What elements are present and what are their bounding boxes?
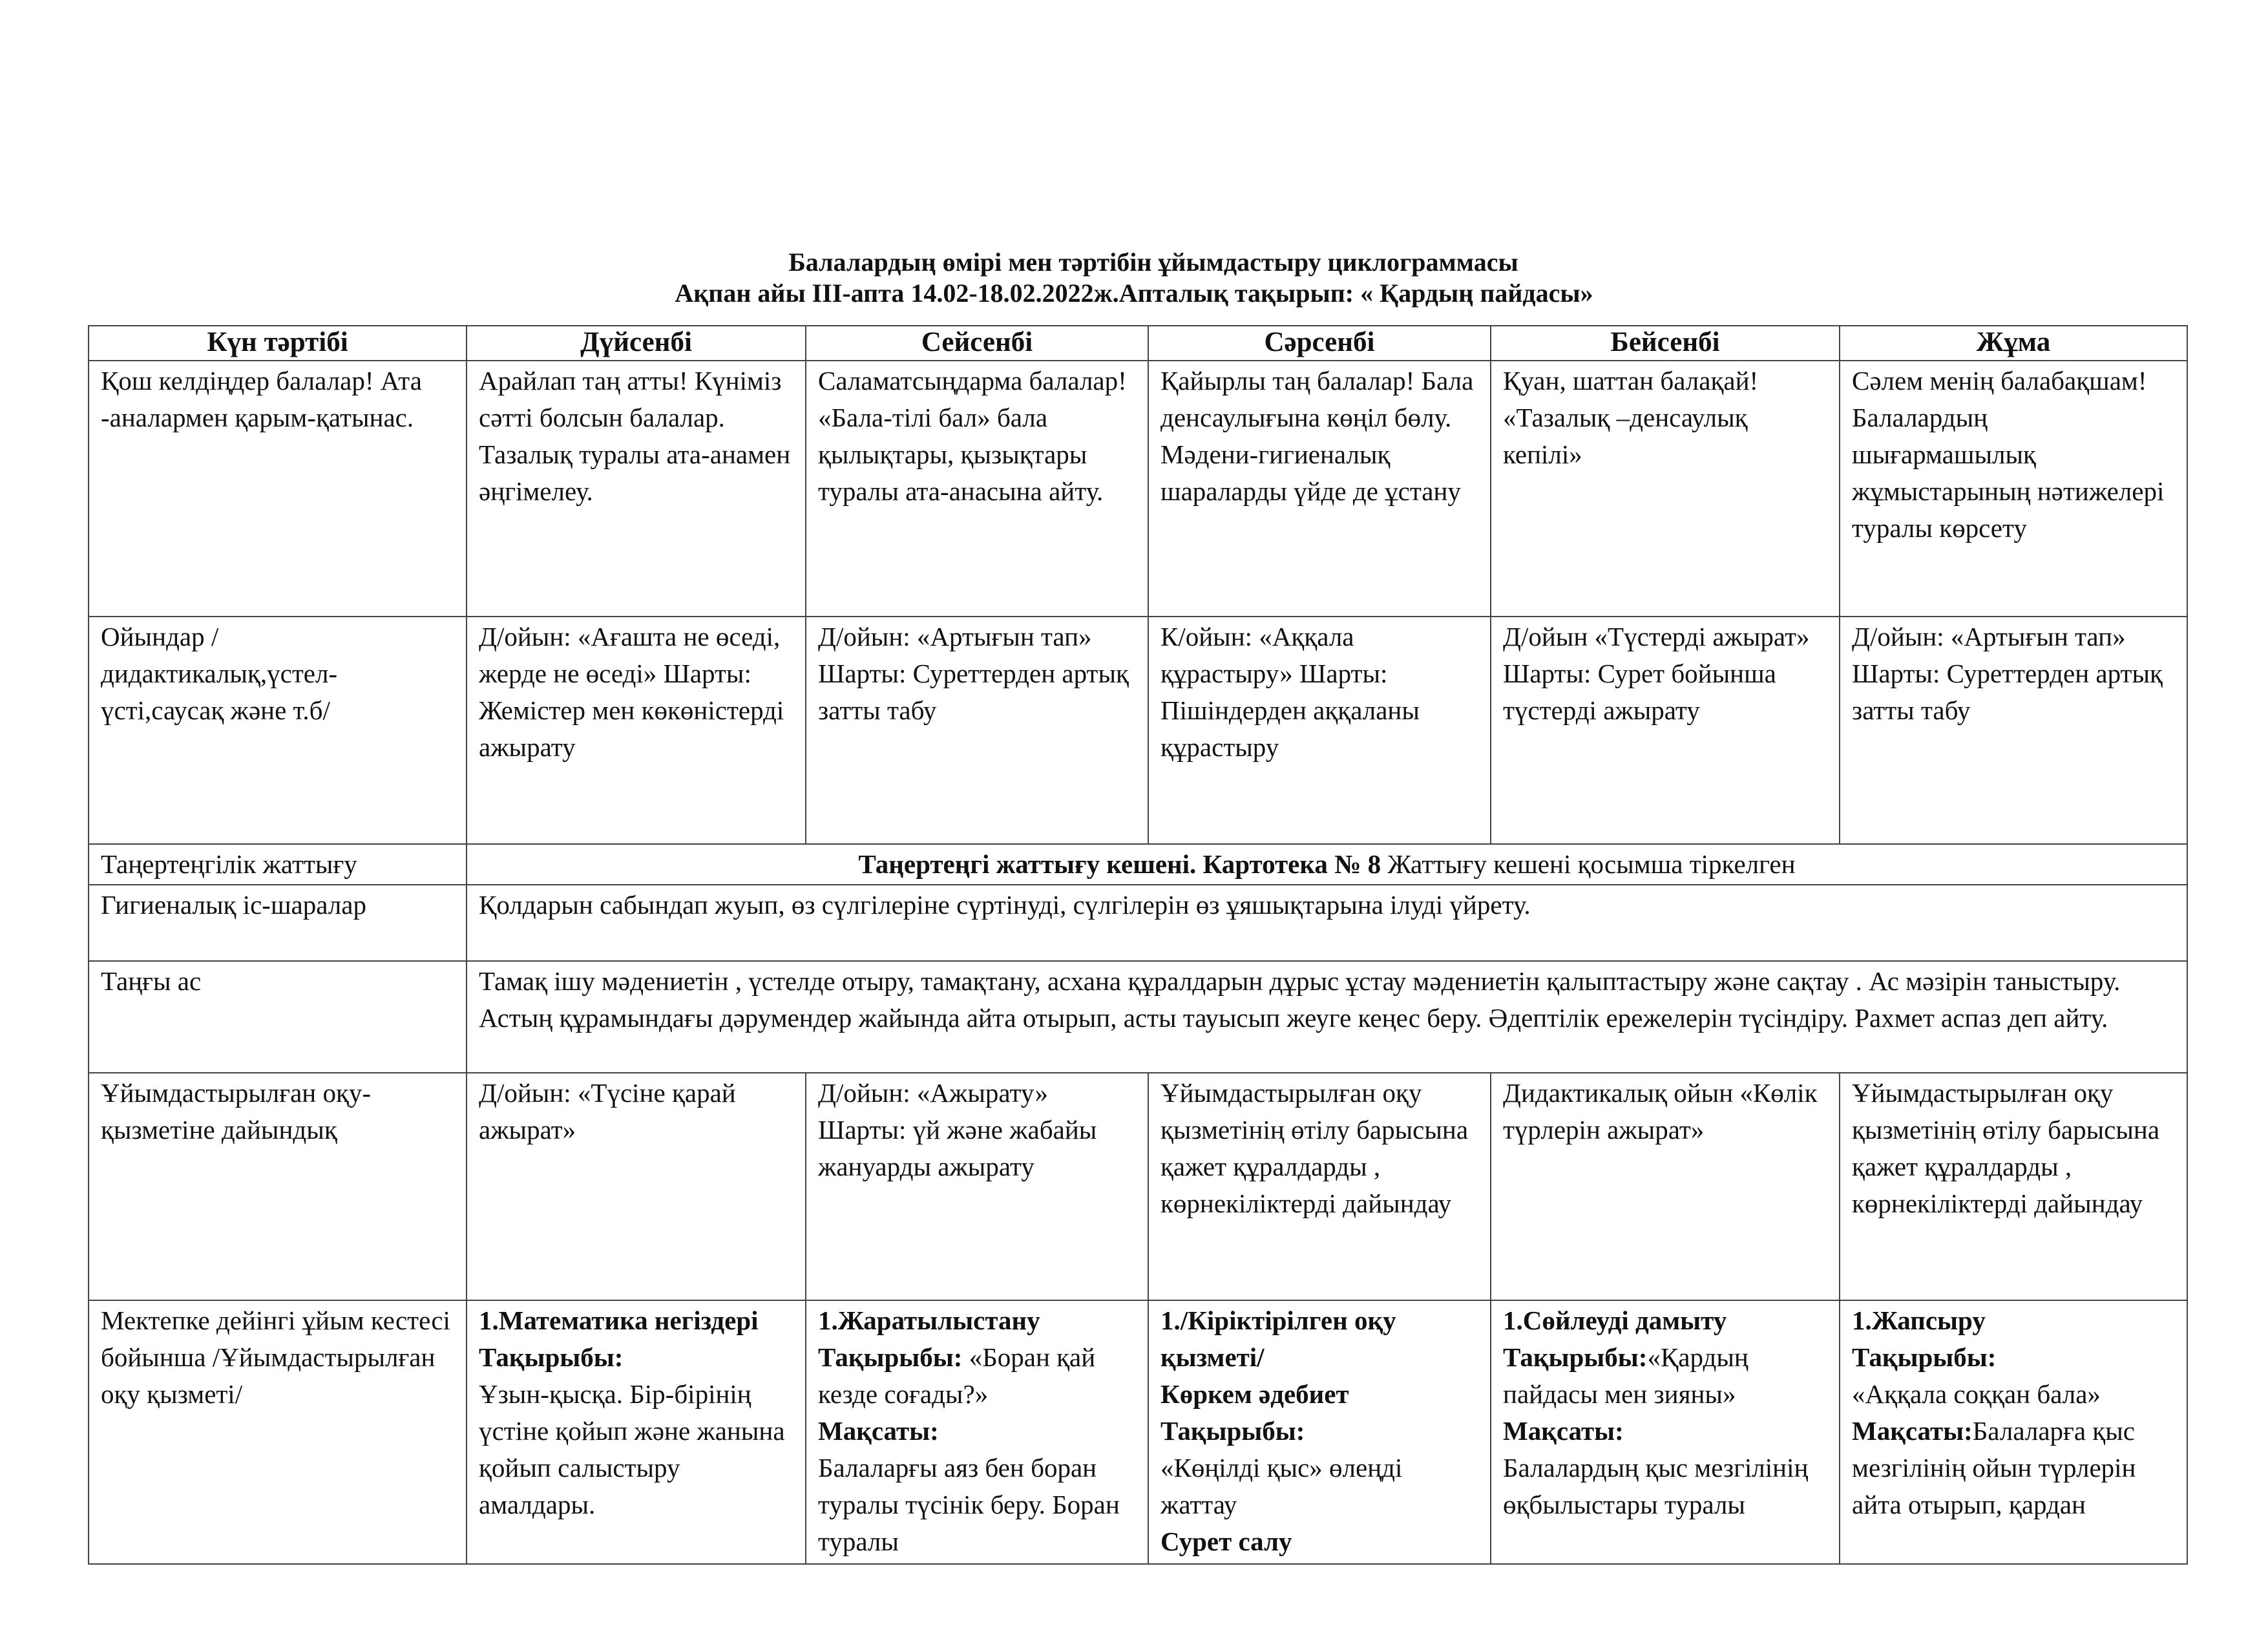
topic-label: Тақырыбы: xyxy=(818,1342,963,1372)
table-row xyxy=(89,361,2187,617)
table-row xyxy=(89,844,2187,885)
row-label-exercise: Таңертеңгілік жаттығу xyxy=(89,844,467,885)
topic-text: Ұзын-қысқа. Бір-бірінің үстіне қойып және жанына қойып салыстыру амалдары. xyxy=(479,1379,785,1519)
document-title: Балалардың өмірі мен тәртібін ұйымдастыру циклограммасы xyxy=(788,248,1518,277)
goal-text: Балаларға қыс мезгілінің ойын түрлерін айта отырып, қардан xyxy=(1852,1416,2136,1519)
goal-text: Балаларғы аяз бен боран туралы түсінік беру. Боран туралы xyxy=(818,1453,1120,1556)
header-schedule: Күн тәртібі xyxy=(89,326,467,361)
cyclogram-table xyxy=(88,325,2188,1565)
cell-hygiene: Қолдарын сабындап жуып, өз сүлгілеріне сүртінуді, сүлгілерін өз ұяшықтарына ілуді үйрету. xyxy=(467,885,2187,961)
exercise-complex-note: Жаттығу кешені қосымша тіркелген xyxy=(1387,849,1796,879)
cell-schedule-tuesday xyxy=(806,1300,1148,1564)
cell-exercise xyxy=(467,844,2187,885)
cell-prep-monday: Д/ойын: «Түсіне қарай ажырат» xyxy=(467,1073,806,1300)
header-thursday: Бейсенбі xyxy=(1491,326,1840,361)
cell-games-friday: Д/ойын: «Артығын тап» Шарты: Суреттерден артық затты табу xyxy=(1840,617,2187,844)
subject-subtitle: Көркем әдебиет xyxy=(1160,1379,1349,1409)
table-row xyxy=(89,885,2187,961)
cell-schedule-monday xyxy=(467,1300,806,1564)
topic-label: Тақырыбы: xyxy=(1503,1342,1648,1372)
header-wednesday: Сәрсенбі xyxy=(1148,326,1491,361)
topic-text: «Қардың пайдасы мен зияны» xyxy=(1503,1342,1748,1409)
cell-schedule-thursday xyxy=(1491,1300,1840,1564)
cell-greeting-monday: Арайлап таң атты! Күніміз сәтті болсын балалар. Тазалық туралы ата-анамен әңгімелеу. xyxy=(467,361,806,617)
cell-games-thursday: Д/ойын «Түстерді ажырат» Шарты: Сурет бойынша түстерді ажырату xyxy=(1491,617,1840,844)
cell-schedule-wednesday xyxy=(1148,1300,1491,1564)
cell-greeting-thursday: Қуан, шаттан балақай! «Тазалық –денсаулық кепілі» xyxy=(1491,361,1840,617)
header-monday: Дүйсенбі xyxy=(467,326,806,361)
topic-label: Тақырыбы: xyxy=(1160,1416,1305,1446)
cell-prep-wednesday: Ұйымдастырылған оқу қызметінің өтілу барысына қажет құралдарды , көрнекіліктерді дайындау xyxy=(1148,1073,1491,1300)
table-row xyxy=(89,961,2187,1073)
cell-greeting-wednesday: Қайырлы таң балалар! Бала денсаулығына көңіл бөлу. Мәдени-гигиеналық шараларды үйде де ұстану xyxy=(1148,361,1491,617)
cell-prep-friday: Ұйымдастырылған оқу қызметінің өтілу барысына қажет құралдарды , көрнекіліктерді дайындау xyxy=(1840,1073,2187,1300)
cell-prep-tuesday: Д/ойын: «Ажырату» Шарты: үй және жабайы жануарды ажырату xyxy=(806,1073,1148,1300)
cell-greeting-friday: Сәлем менің балабақшам! Балалардың шығармашылық жұмыстарының нәтижелері туралы көрсету xyxy=(1840,361,2187,617)
cell-games-monday: Д/ойын: «Ағашта не өседі, жерде не өседі» Шарты: Жемістер мен көкөністерді ажырату xyxy=(467,617,806,844)
goal-label: Мақсаты: xyxy=(1503,1416,1624,1446)
subject-title: 1.Жаратылыстану xyxy=(818,1305,1040,1335)
row-label-breakfast: Таңғы ас xyxy=(89,961,467,1073)
subject-title: 1.Жапсыру xyxy=(1852,1305,1986,1335)
row-label-schedule: Мектепке дейінгі ұйым кестесі бойынша /Ұйымдастырылған оқу қызметі/ xyxy=(89,1300,467,1564)
header-tuesday: Сейсенбі xyxy=(806,326,1148,361)
subject-subtitle: Сурет салу xyxy=(1160,1527,1292,1556)
goal-label: Мақсаты: xyxy=(818,1416,939,1446)
row-label-prep: Ұйымдастырылған оқу-қызметіне дайындық xyxy=(89,1073,467,1300)
subject-title: 1.Математика негіздері xyxy=(479,1305,759,1335)
cell-schedule-friday xyxy=(1840,1300,2187,1564)
subject-title: 1./Кіріктірілген оқу қызметі/ xyxy=(1160,1305,1396,1372)
table-row xyxy=(89,617,2187,844)
row-label-hygiene: Гигиеналық іс-шаралар xyxy=(89,885,467,961)
row-label-greeting: Қош келдіңдер балалар! Ата -аналармен қарым-қатынас. xyxy=(89,361,467,617)
header-friday: Жұма xyxy=(1840,326,2187,361)
topic-label: Тақырыбы: xyxy=(479,1342,624,1372)
cell-breakfast: Тамақ ішу мәдениетін , үстелде отыру, тамақтану, асхана құралдарын дұрыс ұстау мәдениетін қалыптастыру және сақтау . Ас мәзірін таныстыру. Астың құрамындағы дәрумендер жайында айта отырып, асты тауысып жеуге кеңес беру. Әдептілік ережелерін түсіндіру. Рахмет аспаз деп айту. xyxy=(467,961,2187,1073)
topic-text: «Аққала соққан бала» xyxy=(1852,1379,2101,1409)
table-row xyxy=(89,1300,2187,1564)
document-subtitle: Ақпан айы III-апта 14.02-18.02.2022ж.Апталық тақырып: « Қардың пайдасы» xyxy=(675,279,1593,308)
cell-games-tuesday: Д/ойын: «Артығын тап» Шарты: Суреттерден артық затты табу xyxy=(806,617,1148,844)
row-label-games: Ойындар /дидактикалық,үстел-үсті,саусақ және т.б/ xyxy=(89,617,467,844)
exercise-complex-title: Таңертеңгі жаттығу кешені. Картотека № 8 xyxy=(858,849,1381,879)
subject-title: 1.Сөйлеуді дамыту xyxy=(1503,1305,1727,1335)
cell-games-wednesday: К/ойын: «Аққала құрастыру» Шарты: Пішіндерден аққаланы құрастыру xyxy=(1148,617,1491,844)
topic-text: «Көңілді қыс» өлеңді жаттау xyxy=(1160,1453,1403,1519)
cell-greeting-tuesday: Саламатсыңдарма балалар! «Бала-тілі бал» бала қылықтары, қызықтары туралы ата-анасына айту. xyxy=(806,361,1148,617)
goal-label: Мақсаты: xyxy=(1852,1416,1973,1446)
header-row xyxy=(89,326,2187,361)
cell-prep-thursday: Дидактикалық ойын «Көлік түрлерін ажырат» xyxy=(1491,1073,1840,1300)
topic-label: Тақырыбы: xyxy=(1852,1342,1997,1372)
topic-text: «Боран қай кезде соғады?» xyxy=(818,1342,1096,1409)
table-row xyxy=(89,1073,2187,1300)
goal-text: Балалардың қыс мезгілінің өқбылыстары туралы xyxy=(1503,1453,1809,1519)
